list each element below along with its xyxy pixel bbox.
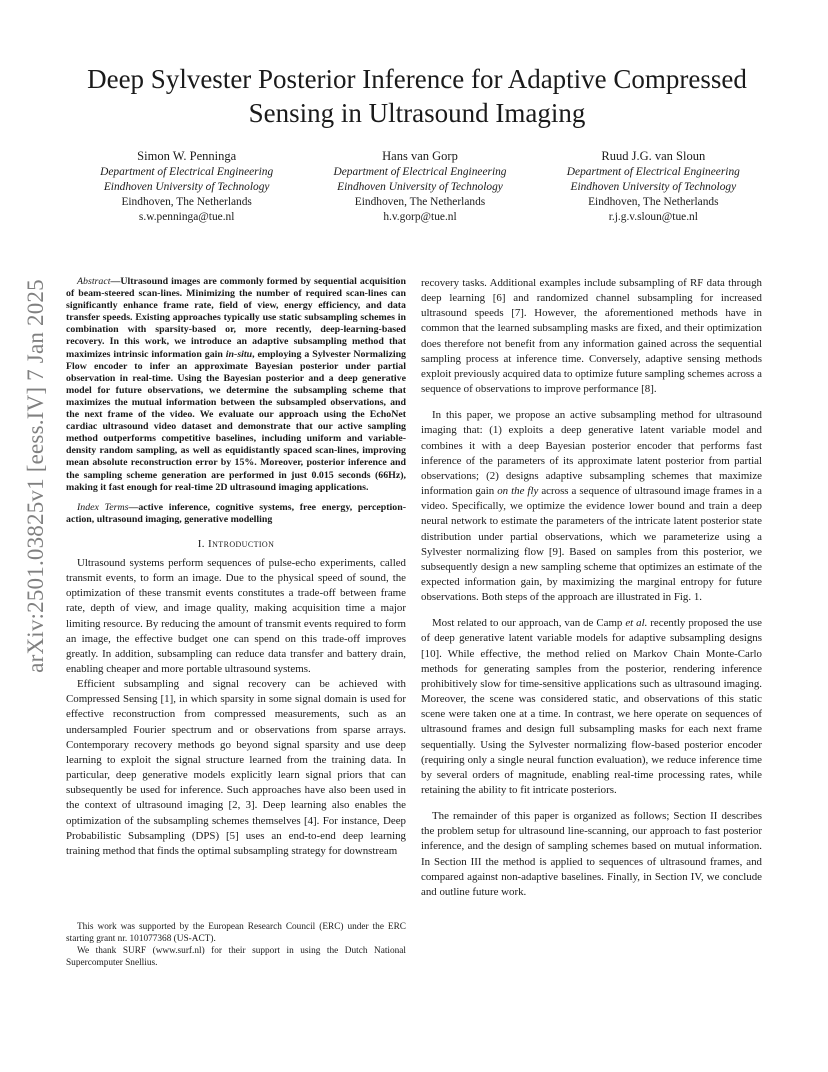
footnote-funding: This work was supported by the European Research Council (ERC) under the ERC starting grant nr. 101077368 (US-ACT). — [66, 922, 406, 944]
paragraph-5-text-b: recently proposed the use of deep generative latent variable models for adaptive subsampling designs [10]. While effective, the method relied on Markov Chain Monte-Carlo methods for generating samples from the posterior, rendering inference prohibitively slow for time-sensitive applications such as ultrasound imaging. Moreover, the scene was considered static, and observations of this static scene were taken one at a time. In contrast, we here operate on sequences of ultrasound frames and design full subsampling masks for each next frame sequentially. Using the Sylvester normalizing flow-based posterior encoder (requiring only a single neural function evaluation), we reduce inference time by several orders of magnitude, enabling real-time processing rates, while retaining the ability to fit intricate posteriors. — [421, 617, 762, 796]
author-location: Eindhoven, The Netherlands — [354, 196, 486, 208]
paragraph-4-emphasis: on the fly — [497, 485, 539, 498]
author-location: Eindhoven, The Netherlands — [121, 196, 252, 208]
index-terms-text: —active inference, cognitive systems, free energy, perception-action, ultrasound imaging, generative modelling — [66, 501, 406, 525]
arxiv-identifier-text: arXiv:2501.03825v1 [eess.IV] 7 Jan 2025 — [23, 279, 48, 673]
abstract-text-a: —Ultrasound images are commonly formed by sequential acquisition of beam-steered scan-lines. Minimizing the number of required scan-lines can significantly enhance frame rate, field of view, energy efficiency, and data transfer speeds. Existing approaches typically use static subsampling schemes in combination with sparsity-based or, more recently, deep-learning-based recovery. In this work, we introduce an adaptive subsampling method that maximizes intrinsic information gain — [66, 276, 406, 360]
footnotes — [66, 921, 406, 969]
intro-paragraph-3: recovery tasks. Additional examples include subsampling of RF data through deep learning [6] and randomized channel subsampling for increased ultrasound speeds [7]. However, the aforementioned methods have in common that the learned subsampling masks are fixed, and their optimization does therefore not benefit from any information gained across the sequential sampling process at inference time. Conversely, adaptive sensing methods exploit previously acquired data to optimize future sampling schemes across a sequence of observations to improve performance [8]. — [421, 277, 762, 396]
author-department: Department of Electrical Engineering — [566, 166, 740, 178]
author-block — [70, 149, 770, 225]
author-name: Ruud J.G. van Sloun — [601, 149, 706, 163]
left-column — [66, 276, 406, 859]
author-name: Hans van Gorp — [382, 149, 458, 163]
intro-paragraph-2: Efficient subsampling and signal recovery can be achieved with Compressed Sensing [1], in which sparsity in some signal domain is used for effective reconstruction from compressed measurements, such as an undersampled Fourier spectrum and or observations from sparse arrays. Contemporary recovery methods go beyond signal sparsity and use deep learning to exploit the signal structure learned from the training data. In particular, deep generative models explicitly learn signal priors that can subsequently be used for inference. Such approaches have also been used in the context of ultrasound imaging [2, 3]. Deep learning also enables the optimization of the subsampling schemes themselves [4]. For instance, Deep Probabilistic Subsampling (DPS) [5] uses an end-to-end deep learning training method that finds the optimal subsampling strategy for downstream — [66, 678, 406, 857]
author-2 — [303, 149, 536, 225]
author-3 — [537, 149, 770, 225]
author-university: Eindhoven University of Technology — [103, 181, 270, 193]
abstract-text-b: , employing a Sylvester Normalizing Flow encoder to infer an approximate Bayesian posterior under partial observation in real-time. Using the Bayesian posterior and a deep generative model for future observations, we determine the subsampling scheme that maximizes the mutual information between the subsampled observations, and the next frame of the video. We evaluate our approach using the EchoNet cardiac ultrasound video dataset and demonstrate that our active sampling method outperforms competitive baselines, including uniform and variable-density random sampling, as well as equidistantly spaced scan-lines, improving mean absolute reconstruction error by 15%. Moreover, posterior inference and the sampling scheme generation are performed in just 0.015 seconds (66Hz), making it fast enough for real-time 2D ultrasound imaging applications. — [66, 348, 406, 493]
author-name: Simon W. Penninga — [137, 149, 237, 163]
footnote-acknowledgement: We thank SURF (www.surf.nl) for their support in using the Dutch National Supercomputer Snellius. — [66, 946, 406, 968]
section-heading-introduction: I. Introduction — [197, 537, 275, 550]
author-1 — [70, 149, 303, 225]
intro-paragraph-1: Ultrasound systems perform sequences of pulse-echo experiments, called transmit events, to form an image. Due to the physical speed of sound, the optimization of these transmit events constitutes a trade-off between frame rate, depth of view, and image quality, making acquisition time a major limiting resource. By reducing the amount of transmit events required to form an image, the effective budget one can spend on this trade-off improves greatly. In addition, subsampling can reduce data transfer and battery drain, enabling cheaper and more portable ultrasound systems. — [66, 556, 406, 675]
abstract-in-situ: in-situ — [225, 348, 253, 360]
index-terms-lead: Index Terms — [77, 501, 129, 513]
author-email: r.j.g.v.sloun@tue.nl — [608, 211, 698, 223]
arxiv-identifier-stamp — [19, 279, 53, 673]
author-department: Department of Electrical Engineering — [333, 166, 507, 178]
intro-paragraph-6: The remainder of this paper is organized as follows; Section II describes the problem setup for ultrasound line-scanning, our approach to fast posterior inference, and the design of sampling schemes based on mutual information. In Section III the method is applied to sequences of ultrasound frames, and compared against non-adaptive baselines. Finally, in Section IV, we conclude and outline future work. — [421, 810, 762, 898]
author-email: s.w.penninga@tue.nl — [138, 211, 235, 223]
author-department: Department of Electrical Engineering — [100, 166, 274, 178]
intro-paragraph-5 — [421, 616, 762, 798]
index-terms — [66, 502, 406, 526]
paragraph-4-text-a: In this paper, we propose an active subsampling method for ultrasound imaging that: (1) exploits a deep generative latent variable model and combines it with a deep Bayesian posterior encoder that performs fast inference of the parameters of its approximate latent posterior from partial observations; (2) designs adaptive subsampling schemes that maximize information gain — [421, 409, 762, 498]
author-university: Eindhoven University of Technology — [337, 181, 503, 193]
author-location: Eindhoven, The Netherlands — [588, 196, 719, 208]
paragraph-4-text-b: across a sequence of ultrasound image frames in a video. Specifically, we optimize the evidence lower bound and train a deep neural network to estimate the parameters of the intricate latent posterior state distribution under partial observations, which we parameterize using a Sylvester normalizing flow [9]. Based on samples from this posterior, we subsequently design a new sampling scheme that optimizes an estimate of the expected information gain, by maximizing the marginal entropy for future observations. Both steps of the approach are illustrated in Fig. 1. — [421, 485, 762, 604]
intro-paragraph-4 — [421, 408, 762, 605]
author-email: h.v.gorp@tue.nl — [383, 211, 457, 223]
paragraph-5-text-a: Most related to our approach, van de Camp — [432, 617, 626, 630]
paragraph-5-emphasis: et al. — [625, 617, 648, 630]
abstract-lead: Abstract — [77, 276, 111, 287]
author-university: Eindhoven University of Technology — [570, 181, 737, 193]
right-column — [421, 276, 762, 911]
paper-title: Deep Sylvester Posterior Inference for Adaptive Compressed Sensing in Ultrasound Imaging — [87, 64, 747, 128]
abstract — [66, 276, 406, 494]
